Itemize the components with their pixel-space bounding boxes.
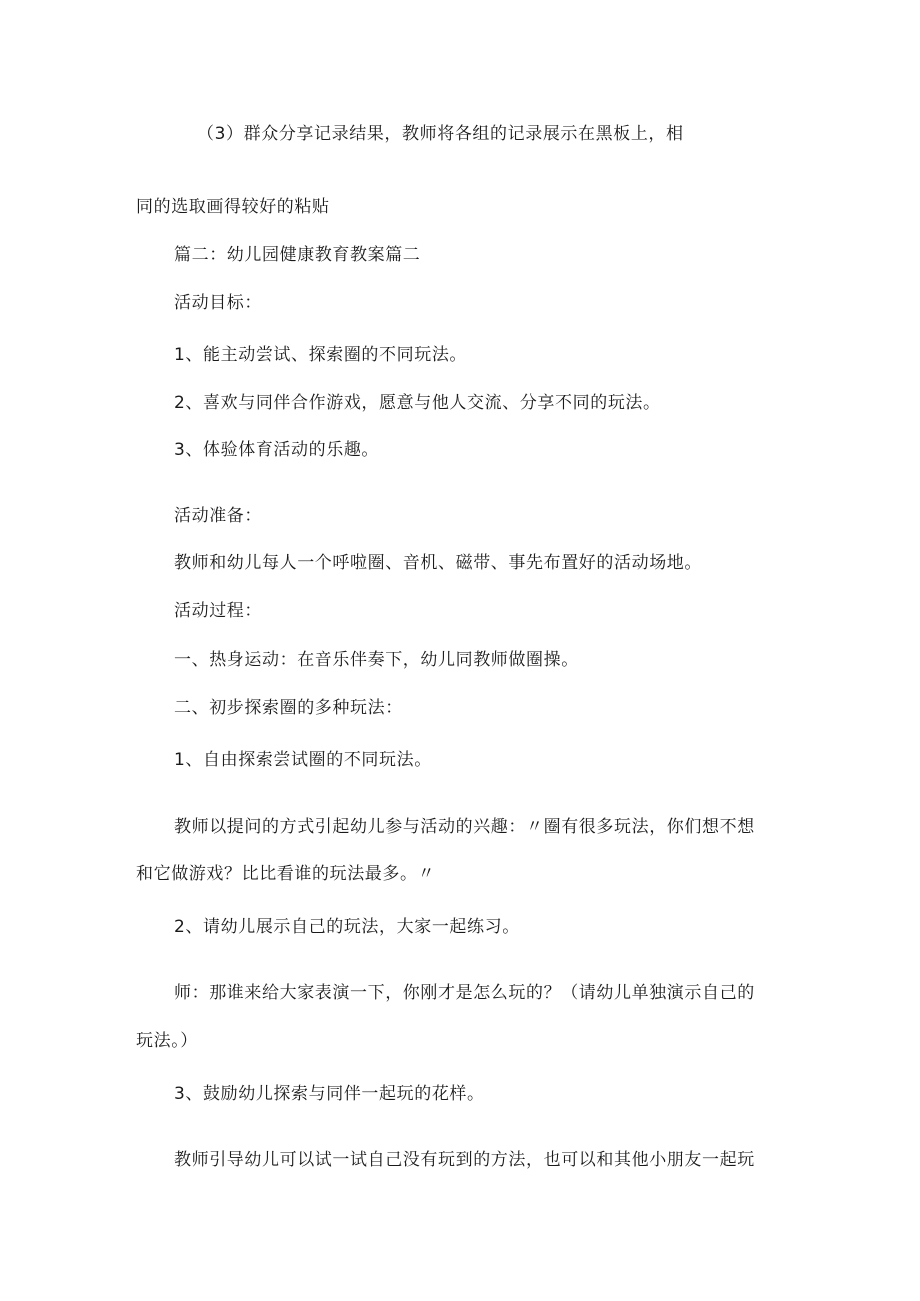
paragraph-line: 教师引导幼儿可以试一试自己没有玩到的方法，也可以和其他小朋友一起玩 bbox=[174, 1150, 755, 1170]
list-item: 1、自由探索尝试圈的不同玩法。 bbox=[174, 750, 432, 770]
paragraph-line: 二、初步探索圈的多种玩法： bbox=[174, 698, 403, 718]
list-item: 2、请幼儿展示自己的玩法，大家一起练习。 bbox=[174, 917, 520, 937]
paragraph-line: 师：那谁来给大家表演一下，你刚才是怎么玩的？（请幼儿单独演示自己的 bbox=[174, 983, 755, 1003]
subheading: 活动准备： bbox=[174, 506, 262, 526]
list-item: 1、能主动尝试、探索圈的不同玩法。 bbox=[174, 345, 468, 365]
list-item: 3、体验体育活动的乐趣。 bbox=[174, 440, 380, 460]
paragraph-line: 玩法。） bbox=[136, 1031, 198, 1051]
paragraph-line: 一、热身运动：在音乐伴奏下，幼儿同教师做圈操。 bbox=[174, 650, 579, 670]
paragraph-line: （3）群众分享记录结果，教师将各组的记录展示在黑板上，相 bbox=[197, 124, 684, 144]
paragraph-line: 和它做游戏？比比看谁的玩法最多。〃 bbox=[136, 864, 436, 884]
list-item: 2、喜欢与同伴合作游戏，愿意与他人交流、分享不同的玩法。 bbox=[174, 393, 661, 413]
list-item: 3、鼓励幼儿探索与同伴一起玩的花样。 bbox=[174, 1084, 485, 1104]
subheading: 活动过程： bbox=[174, 601, 262, 621]
section-heading: 篇二：幼儿园健康教育教案篇二 bbox=[174, 245, 421, 265]
paragraph-line: 教师以提问的方式引起幼儿参与活动的兴趣：〃圈有很多玩法，你们想不想 bbox=[174, 817, 755, 837]
paragraph-line: 教师和幼儿每人一个呼啦圈、音机、磁带、事先布置好的活动场地。 bbox=[174, 553, 702, 573]
paragraph-line: 同的选取画得较好的粘贴 bbox=[136, 197, 330, 217]
subheading: 活动目标： bbox=[174, 293, 262, 313]
